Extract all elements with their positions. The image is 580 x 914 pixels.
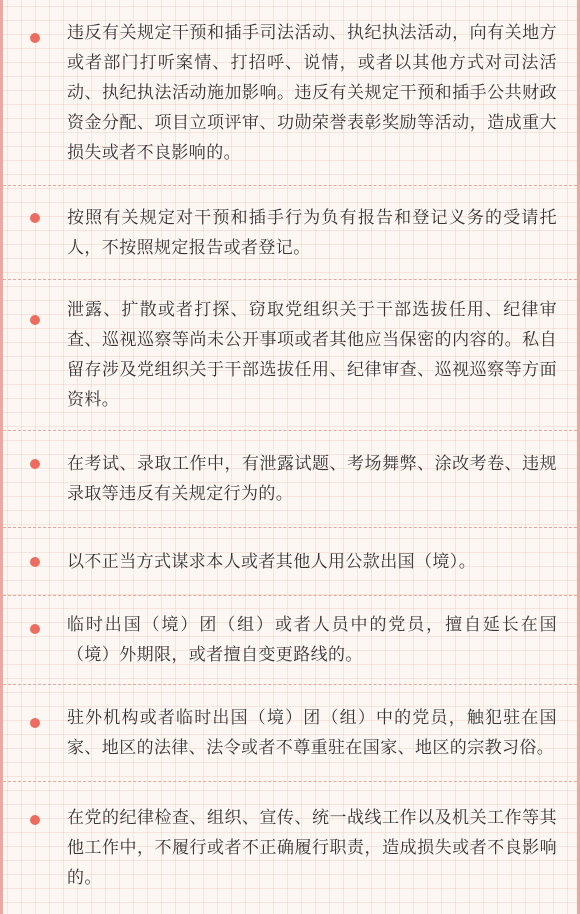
bullet-dot [30,557,40,567]
item-text: 泄露、扩散或者打探、窃取党组织关于干部选拔任用、纪律审查、巡视巡察等尚未公开事项或者其他应当保密的内容的。私自留存涉及党组织关于干部选拔任用、纪律审查、巡视巡察等方面资料。 [67,300,557,410]
list-item [3,528,577,596]
bullet-dot [30,315,40,325]
item-text: 驻外机构或者临时出国（境）团（组）中的党员，触犯驻在国家、地区的法律、法令或者不尊重驻在国家、地区的宗教习俗。 [67,708,557,758]
list-item [3,0,577,186]
bullet-dot [30,718,40,728]
item-text: 临时出国（境）团（组）或者人员中的党员，擅自延长在国（境）外期限，或者擅自变更路线的。 [67,615,557,665]
item-text: 在考试、录取工作中，有泄露试题、考场舞弊、涂改考卷、违规录取等违反有关规定行为的。 [67,454,557,504]
bullet-dot [30,624,40,634]
bullet-dot [30,33,40,43]
list-item [3,782,577,914]
item-text: 违反有关规定干预和插手司法活动、执纪执法活动，向有关地方或者部门打听案情、打招呼、说情，或者以其他方式对司法活动、执纪执法活动施加影响。违反有关规定干预和插手公共财政资金分配、项目立项评审、功勋荣誉表彰奖励等活动，造成重大损失或者不良影响的。 [67,22,557,163]
list-item [3,280,577,431]
list-item [3,186,577,280]
bullet-dot [30,213,40,223]
item-text: 以不正当方式谋求本人或者其他人用公款出国（境）。 [67,551,477,572]
item-text: 按照有关规定对干预和插手行为负有报告和登记义务的受请托人，不按照规定报告或者登记。 [67,207,557,258]
item-text: 在党的纪律检查、组织、宣传、统一战线工作以及机关工作等其他工作中，不履行或者不正确履行职责，造成损失或者不良影响的。 [67,808,557,888]
bullet-dot [30,459,40,469]
list-item [3,685,577,782]
bullet-dot [30,815,40,825]
list-item [3,431,577,528]
list-item [3,596,577,685]
